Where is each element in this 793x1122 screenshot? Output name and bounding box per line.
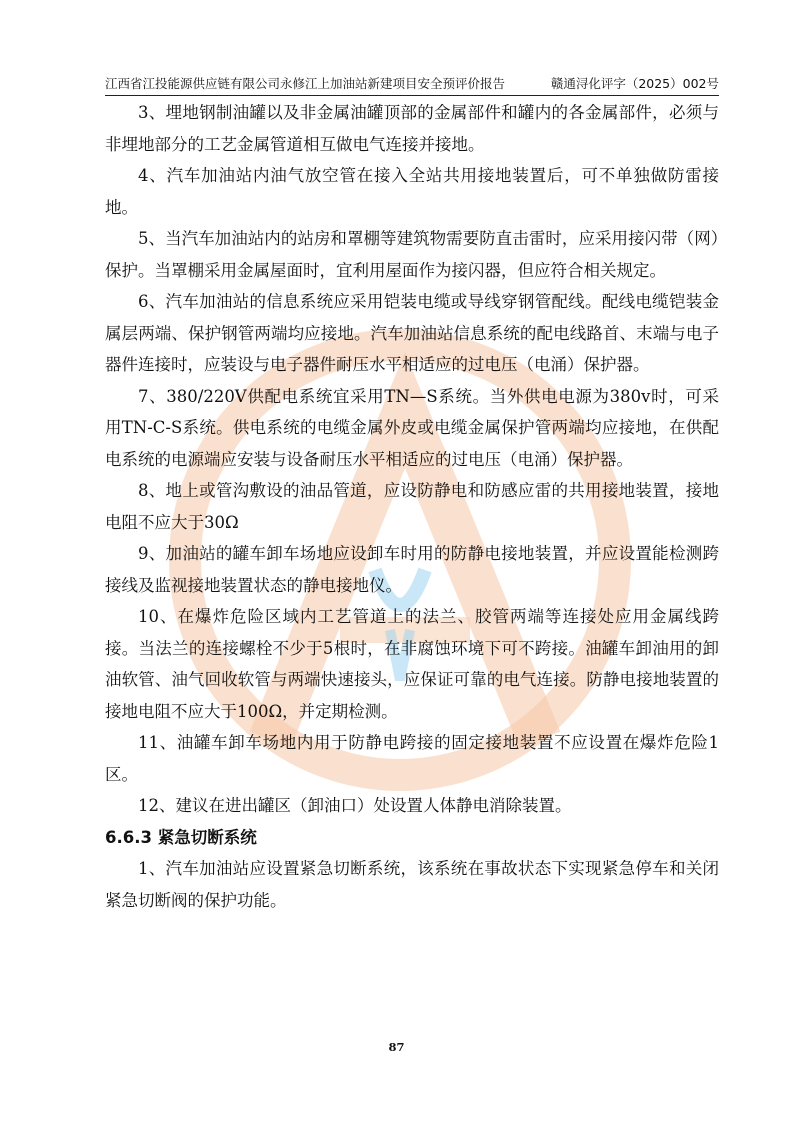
paragraph: 5、当汽车加油站内的站房和罩棚等建筑物需要防直击雷时，应采用接闪带（网）保护。当罩棚采用金属屋面时，宜利用屋面作为接闪器，但应符合相关规定。: [105, 229, 719, 280]
page-number: 87: [388, 1040, 405, 1054]
header-report-title: 江西省江投能源供应链有限公司永修江上加油站新建项目安全预评价报告: [105, 76, 506, 91]
paragraph: 4、汽车加油站内油气放空管在接入全站共用接地装置后，可不单独做防雷接地。: [105, 166, 719, 217]
paragraph: 12、建议在进出罐区（卸油口）处设置人体静电消除装置。: [138, 796, 572, 815]
paragraph: 6、汽车加油站的信息系统应采用铠装电缆或导线穿钢管配线。配线电缆铠装金属层两端、保护钢管两端均应接地。汽车加油站信息系统的配电线路首、末端与电子器件连接时，应装设与电子器件耐压水平相适应的过电压（电涌）保护器。: [105, 292, 719, 374]
paragraph: 3、埋地钢制油罐以及非金属油罐顶部的金属部件和罐内的各金属部件，必须与非埋地部分的工艺金属管道相互做电气连接并接地。: [105, 103, 719, 154]
paragraph: 11、油罐车卸车场地内用于防静电跨接的固定接地装置不应设置在爆炸危险1区。: [105, 733, 719, 784]
paragraph: 9、加油站的罐车卸车场地应设卸车时用的防静电接地装置，并应设置能检测跨接线及监视接地装置状态的静电接地仪。: [105, 544, 719, 595]
paragraph: 7、380/220V供配电系统宜采用TN—S系统。当外供电电源为380v时，可采用TN-C-S系统。供电系统的电缆金属外皮或电缆金属保护管两端均应接地，在供配电系统的电源端应安装与设备耐压水平相适应的过电压（电涌）保护器。: [105, 386, 719, 469]
header-document-number: 赣通浔化评字（2025）002号: [550, 76, 719, 91]
document-body: [105, 97, 719, 916]
section-heading: 6.6.3 紧急切断系统: [105, 827, 257, 847]
paragraph: 10、在爆炸危险区域内工艺管道上的法兰、胶管两端等连接处应用金属线跨接。当法兰的连接螺栓不少于5根时，在非腐蚀环境下可不跨接。油罐车卸油用的卸油软管、油气回收软管与两端快速接头，应保证可靠的电气连接。防静电接地装置的接地电阻不应大于100Ω，并定期检测。: [105, 607, 719, 721]
paragraph: 8、地上或管沟敷设的油品管道，应设防静电和防感应雷的共用接地装置，接地电阻不应大于30Ω: [105, 481, 719, 532]
paragraph: 1、汽车加油站应设置紧急切断系统，该系统在事故状态下实现紧急停车和关闭紧急切断阀的保护功能。: [105, 859, 719, 910]
page-header: [105, 70, 719, 96]
